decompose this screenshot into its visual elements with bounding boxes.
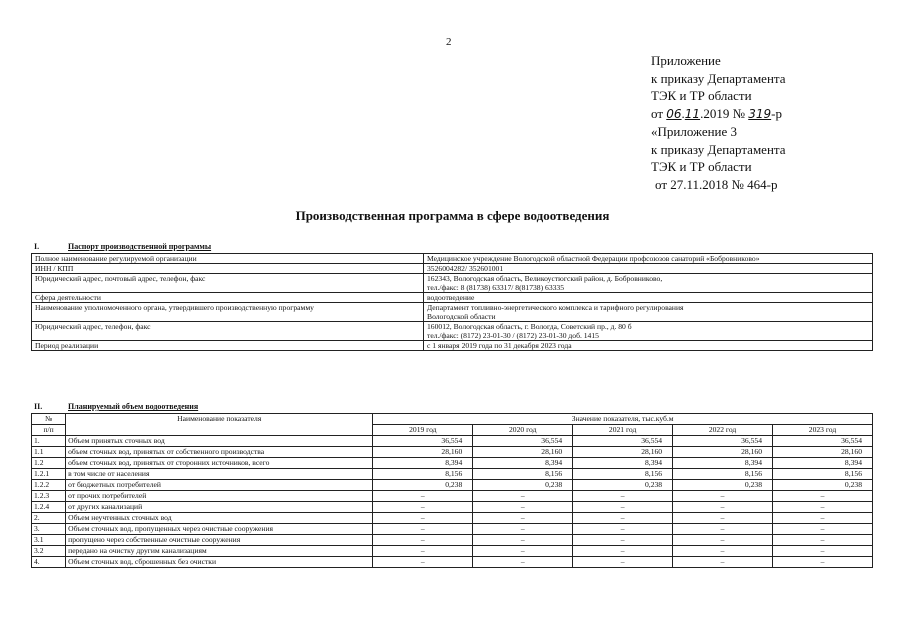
table-row — [32, 447, 873, 458]
section1-title — [34, 242, 211, 251]
row-value: – — [473, 535, 573, 546]
passport-value-line: с 1 января 2019 года по 31 декабря 2023 года — [427, 341, 572, 350]
passport-value-line: 160012, Вологодская область, г. Вологда, Советский пр., д. 80 б — [427, 322, 632, 331]
order-dot: . — [681, 105, 685, 121]
table-row — [32, 502, 873, 513]
row-number: 1.2.1 — [32, 469, 66, 480]
row-number: 3.2 — [32, 546, 66, 557]
row-number: 1.2 — [32, 458, 66, 469]
header-line: к приказу Департамента — [651, 141, 786, 157]
row-value: 28,160 — [673, 447, 773, 458]
row-value: – — [473, 502, 573, 513]
order-suffix: -р — [771, 105, 782, 121]
year-header: 2020 год — [473, 425, 573, 436]
row-indicator-name: объем сточных вод, принятых от сторонних источников, всего — [66, 458, 373, 469]
passport-value-line: тел./факс: 8 (81738) 63317/ 8(81738) 63335 — [427, 283, 565, 292]
table-row — [32, 557, 873, 568]
row-number: 1.2.3 — [32, 491, 66, 502]
col-value-group-header: Значение показателя, тыс.куб.м — [373, 414, 873, 425]
row-number: 1. — [32, 436, 66, 447]
passport-value — [424, 293, 873, 303]
volume-table — [31, 413, 873, 568]
document-title: Производственная программа в сфере водоотведения — [295, 208, 610, 223]
passport-row — [32, 293, 873, 303]
row-number: 1.2.4 — [32, 502, 66, 513]
table-row — [32, 469, 873, 480]
row-value: – — [673, 524, 773, 535]
row-value: – — [773, 491, 873, 502]
table-row — [32, 524, 873, 535]
row-value: – — [473, 513, 573, 524]
row-value: 8,156 — [673, 469, 773, 480]
passport-row — [32, 303, 873, 322]
row-value: – — [773, 546, 873, 557]
row-number: 1.2.2 — [32, 480, 66, 491]
row-value: – — [573, 491, 673, 502]
row-value: 8,156 — [373, 469, 473, 480]
col-number-header-2: п/п — [32, 425, 66, 436]
row-value: – — [573, 535, 673, 546]
passport-label: Юридический адрес, телефон, факс — [32, 322, 424, 341]
page-number: 2 — [446, 36, 452, 48]
row-value: 8,394 — [373, 458, 473, 469]
table-row — [32, 535, 873, 546]
row-value: – — [673, 502, 773, 513]
col-number-header: № — [32, 414, 66, 425]
row-value: 36,554 — [573, 436, 673, 447]
row-value: 0,238 — [773, 480, 873, 491]
row-indicator-name: объем сточных вод, принятых от собственного производства — [66, 447, 373, 458]
row-value: 28,160 — [373, 447, 473, 458]
passport-row — [32, 322, 873, 341]
row-indicator-name: в том числе от населения — [66, 469, 373, 480]
row-value: 8,394 — [473, 458, 573, 469]
passport-value-line: Департамент топливно-энергетического комплекса и тарифного регулирования — [427, 303, 684, 312]
row-indicator-name: пропущено через собственные очистные сооружения — [66, 535, 373, 546]
order-year: .2019 № — [700, 105, 749, 121]
passport-value-line: Вологодской области — [427, 312, 496, 321]
table-row — [32, 546, 873, 557]
passport-table — [31, 253, 873, 351]
passport-label: Наименование уполномоченного органа, утвердившего производственную программу — [32, 303, 424, 322]
passport-label: Период реализации — [32, 341, 424, 351]
header-line: «Приложение 3 — [651, 124, 738, 139]
row-indicator-name: от других канализаций — [66, 502, 373, 513]
row-indicator-name: Объем принятых сточных вод — [66, 436, 373, 447]
order-number: 319 — [748, 106, 772, 121]
row-value: 36,554 — [673, 436, 773, 447]
row-value: – — [373, 513, 473, 524]
row-indicator-name: Объем сточных вод, пропущенных через очистные сооружения — [66, 524, 373, 535]
header-line: ТЭК и ТР области — [651, 88, 752, 103]
section1-heading: Паспорт производственной программы — [68, 242, 212, 251]
row-number: 3. — [32, 524, 66, 535]
row-value: – — [773, 524, 873, 535]
table-row — [32, 491, 873, 502]
passport-label: Юридический адрес, почтовый адрес, телефон, факс — [32, 274, 424, 293]
row-value: – — [573, 502, 673, 513]
row-value: 36,554 — [373, 436, 473, 447]
row-value: 0,238 — [673, 480, 773, 491]
order-prefix: от — [651, 105, 667, 121]
passport-value — [424, 274, 873, 293]
table-row — [32, 480, 873, 491]
row-indicator-name: от прочих потребителей — [66, 491, 373, 502]
order-line — [651, 105, 891, 124]
approval-header — [651, 52, 891, 193]
year-header: 2023 год — [773, 425, 873, 436]
row-value: 8,394 — [773, 458, 873, 469]
row-value: – — [473, 557, 573, 568]
passport-value — [424, 303, 873, 322]
row-value: – — [373, 535, 473, 546]
row-value: – — [673, 546, 773, 557]
table-row — [32, 436, 873, 447]
row-value: – — [673, 491, 773, 502]
row-value: – — [473, 546, 573, 557]
row-value: – — [573, 546, 673, 557]
row-number: 3.1 — [32, 535, 66, 546]
section1-number: I. — [34, 242, 40, 251]
row-value: – — [473, 524, 573, 535]
row-value: – — [773, 502, 873, 513]
order-day: 06 — [666, 106, 682, 121]
row-value: – — [673, 513, 773, 524]
passport-value — [424, 341, 873, 351]
row-indicator-name: Объем неучтенных сточных вод — [66, 513, 373, 524]
row-number: 1.1 — [32, 447, 66, 458]
passport-row — [32, 274, 873, 293]
year-header: 2021 год — [573, 425, 673, 436]
row-value: – — [773, 557, 873, 568]
order-month: 11 — [684, 106, 701, 121]
passport-value — [424, 254, 873, 264]
passport-value-line: 3526004282/ 352601001 — [427, 264, 504, 273]
row-value: 36,554 — [773, 436, 873, 447]
passport-row — [32, 264, 873, 274]
header-line: к приказу Департамента — [651, 70, 786, 86]
header-line: Приложение — [651, 53, 721, 68]
row-indicator-name: Объем сточных вод, сброшенных без очистки — [66, 557, 373, 568]
row-value: 8,156 — [473, 469, 573, 480]
row-value: – — [773, 535, 873, 546]
row-value: 0,238 — [373, 480, 473, 491]
row-value: – — [373, 524, 473, 535]
row-value: – — [573, 557, 673, 568]
row-value: 28,160 — [573, 447, 673, 458]
header-line: ТЭК и ТР области — [651, 159, 752, 174]
row-value: 8,394 — [673, 458, 773, 469]
row-value: – — [773, 513, 873, 524]
row-number: 2. — [32, 513, 66, 524]
passport-value-line: 162343, Вологодская область, Великоустюгский район, д. Бобровниково, — [427, 274, 663, 283]
row-value: – — [373, 546, 473, 557]
year-header: 2019 год — [373, 425, 473, 436]
row-value: 8,156 — [573, 469, 673, 480]
table-row — [32, 458, 873, 469]
passport-row — [32, 341, 873, 351]
passport-value-line: тел./факс: (8172) 23-01-30 / (8172) 23-01-30 доб. 1415 — [427, 331, 599, 340]
row-value: – — [373, 557, 473, 568]
row-value: 8,394 — [573, 458, 673, 469]
row-value: 0,238 — [573, 480, 673, 491]
col-name-header: Наименование показателя — [66, 414, 373, 436]
header-line: от 27.11.2018 № 464-р — [655, 176, 778, 192]
passport-label: Сфера деятельности — [32, 293, 424, 303]
section2-title — [34, 402, 198, 411]
year-header: 2022 год — [673, 425, 773, 436]
row-value: – — [373, 491, 473, 502]
row-indicator-name: от бюджетных потребителей — [66, 480, 373, 491]
row-value: 0,238 — [473, 480, 573, 491]
row-value: – — [573, 524, 673, 535]
row-value: – — [373, 502, 473, 513]
row-value: – — [673, 535, 773, 546]
row-value: 36,554 — [473, 436, 573, 447]
section2-heading: Планируемый объем водоотведения — [68, 402, 199, 411]
passport-value-line: водоотведение — [427, 293, 475, 302]
section2-number: II. — [34, 402, 43, 411]
row-indicator-name: передано на очистку другим канализациям — [66, 546, 373, 557]
passport-label: ИНН / КПП — [32, 264, 424, 274]
passport-label: Полное наименование регулируемой организации — [32, 254, 424, 264]
row-value: – — [573, 513, 673, 524]
row-number: 4. — [32, 557, 66, 568]
passport-value — [424, 322, 873, 341]
row-value: 28,160 — [473, 447, 573, 458]
row-value: 28,160 — [773, 447, 873, 458]
passport-value — [424, 264, 873, 274]
row-value: – — [673, 557, 773, 568]
row-value: – — [473, 491, 573, 502]
row-value: 8,156 — [773, 469, 873, 480]
table-row — [32, 513, 873, 524]
passport-row — [32, 254, 873, 264]
passport-value-line: Медицинское учреждение Вологодской областной Федерации профсоюзов санаторий «Бобровниково» — [427, 254, 760, 263]
